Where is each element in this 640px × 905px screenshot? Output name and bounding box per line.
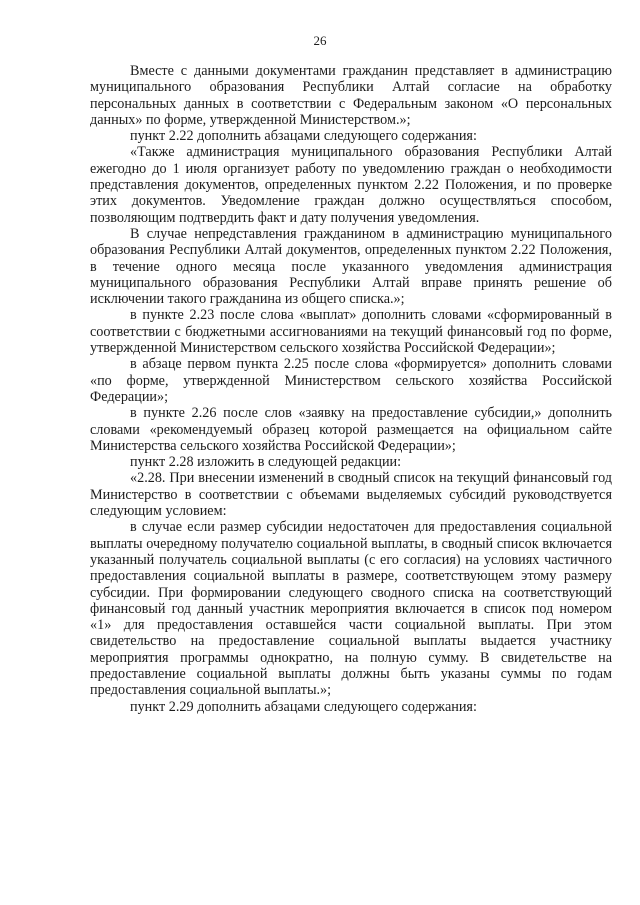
paragraph: в абзаце первом пункта 2.25 после слова «формируется» дополнить словами «по форме, утвержденной Министерством сельского хозяйства Российской Федерации»;: [90, 356, 612, 405]
document-body: [90, 63, 612, 715]
paragraph: пункт 2.28 изложить в следующей редакции:: [130, 454, 402, 471]
paragraph: в пункте 2.26 после слов «заявку на предоставление субсидии,» дополнить словами «рекомендуемый образец которой размещается на официальном сайте Министерства сельского хозяйства Российской Федерации»;: [90, 405, 612, 454]
paragraph: «2.28. При внесении изменений в сводный список на текущий финансовый год Министерство в соответствии с объемами выделяемых субсидий руководствуется следующим условием:: [90, 470, 612, 520]
paragraph: пункт 2.29 дополнить абзацами следующего содержания:: [130, 698, 477, 715]
paragraph: В случае непредставления гражданином в администрацию муниципального образования Республики Алтай документов, определенных пунктом 2.22 Положения, в течение одного месяца после указанного уведомления администрация муниципального образования Республики Алтай вправе принять решение об исключении такого гражданина из общего списка.»;: [90, 225, 612, 308]
page-number: 26: [313, 33, 327, 48]
paragraph: Вместе с данными документами гражданин представляет в администрацию муниципального образования Республики Алтай согласие на обработку персональных данных в соответствии с Федеральным законом «О персональных данных» по форме, утвержденной Министерством.»;: [90, 63, 612, 128]
paragraph: пункт 2.22 дополнить абзацами следующего содержания:: [130, 128, 477, 145]
paragraph: в случае если размер субсидии недостаточен для предоставления социальной выплаты очередному получателю социальной выплаты, в сводный список включается указанный получатель социальной выплаты (с его согласия) на условиях частичного предоставления социальной выплаты в размере, соответствующем этому размеру субсидии. При формировании следующего сводного списка на соответствующий финансовый год данный участник мероприятия включается в список под номером «1» для предоставления оставшейся части социальной выплаты. При этом свидетельство на предоставление социальной выплаты выдается участнику мероприятия программы однократно, на полную сумму. В свидетельстве на предоставление социальной выплаты должны быть указаны суммы по годам предоставления социальной выплаты.»;: [90, 519, 612, 699]
paragraph: «Также администрация муниципального образования Республики Алтай ежегодно до 1 июля организует работу по уведомлению граждан о необходимости представления документов, определенных пунктом 2.22 Положения, и по проверке этих документов. Уведомление граждан должно осуществляться способом, позволяющим подтвердить факт и дату получения уведомления.: [90, 144, 612, 226]
paragraph: в пункте 2.23 после слова «выплат» дополнить словами «сформированный в соответствии с бюджетными ассигнованиями на текущий финансовый год по форме, утвержденной Министерством сельского хозяйства Российской Федерации»;: [90, 307, 612, 357]
